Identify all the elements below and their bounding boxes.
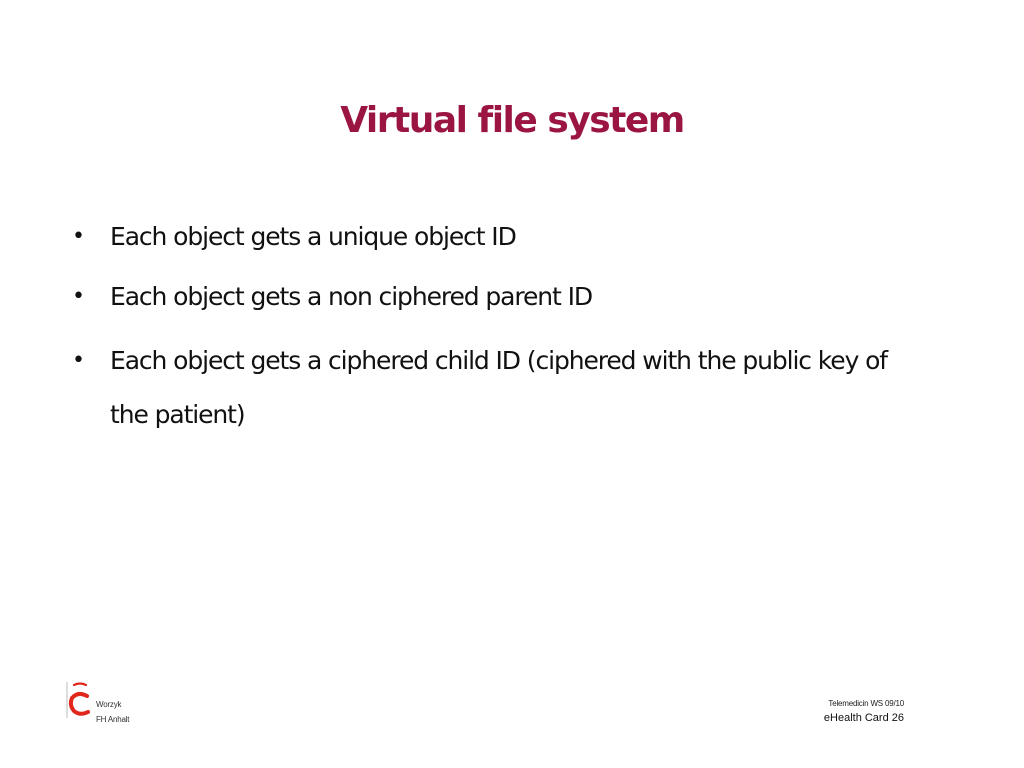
fh-anhalt-logo-icon — [66, 682, 90, 718]
footer-left — [96, 697, 129, 727]
footer-right — [824, 697, 904, 725]
bullet-dot-icon: • — [72, 284, 84, 309]
bullet-text: Each object gets a unique object ID — [110, 222, 516, 251]
bullet-item — [72, 278, 902, 316]
footer-course: Telemedicin WS 09/10 — [828, 699, 904, 708]
bullet-text: Each object gets a non ciphered parent ID — [110, 282, 592, 311]
bullet-dot-icon: • — [72, 224, 84, 249]
bullet-dot-icon: • — [72, 348, 84, 373]
slide-title: Virtual file system — [340, 100, 684, 141]
bullet-item — [72, 218, 902, 256]
footer-page-label: eHealth Card 26 — [823, 712, 904, 724]
footer-institution: FH Anhalt — [96, 715, 130, 724]
bullet-text: Each object gets a ciphered child ID (ciphered with the public key of the patient) — [110, 346, 888, 429]
bullet-list — [72, 218, 902, 464]
bullet-item — [72, 334, 902, 442]
footer-author: Worzyk — [96, 700, 122, 709]
